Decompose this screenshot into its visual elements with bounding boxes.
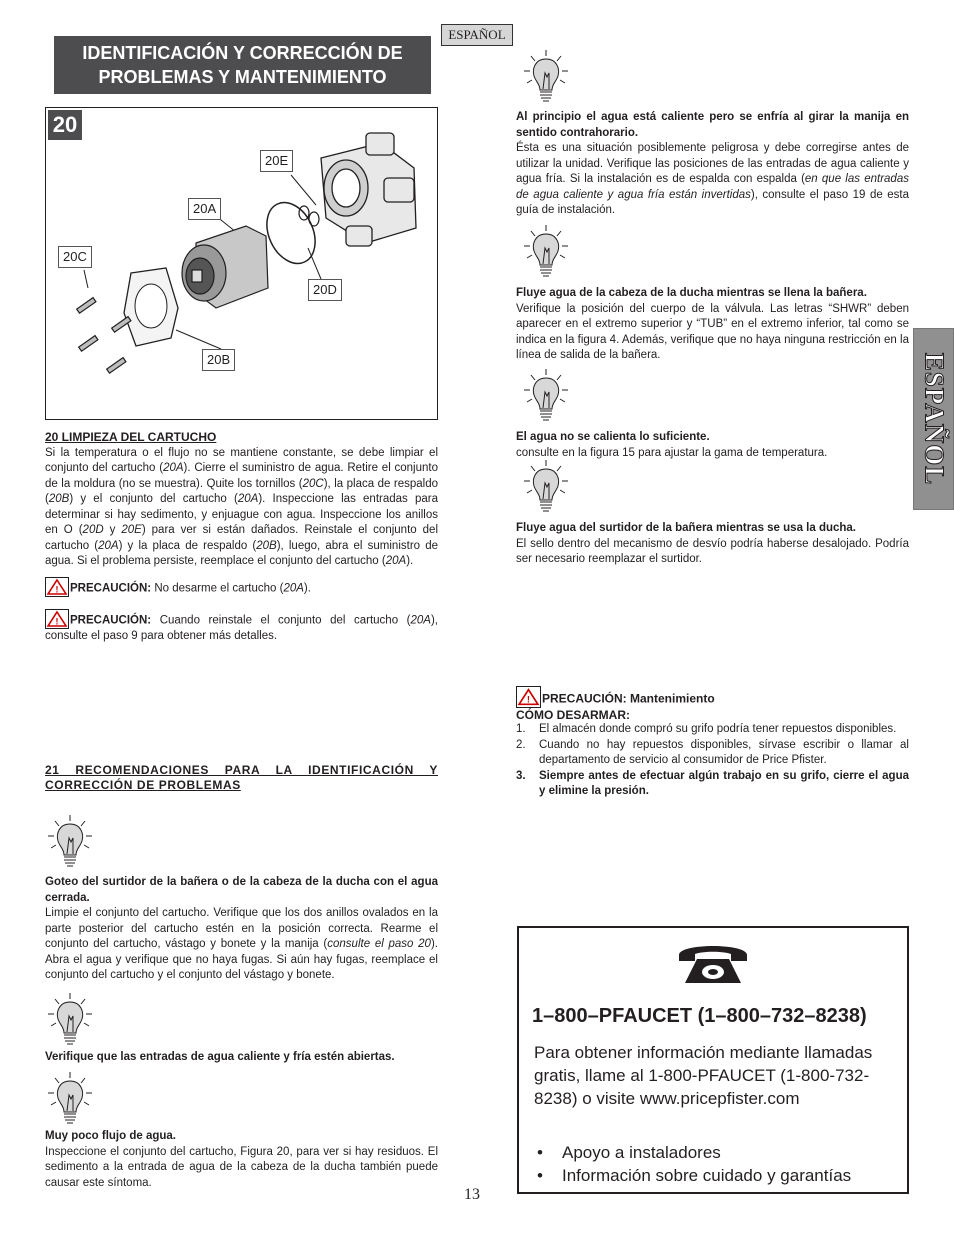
svg-text:!: ! [55,616,59,627]
section-title-line1: IDENTIFICACIÓN Y CORRECCIÓN DE [82,43,403,63]
step-21-heading: 21 RECOMENDACIONES PARA LA IDENTIFICACIÓN Y CORRECCIÓN DE PROBLEMAS [45,763,438,792]
contact-box [517,926,909,1194]
step-21-tip-1: Goteo del surtidor de la bañera o de la cabeza de la ducha con el agua cerrada. Limpie el conjunto del cartucho. Verifique que los dos anillos ovalados en la parte posterior del cartucho estén en la posición correcta. Rearme el conjunto del cartucho, vástago y bonete y la manija (consulte el paso 20). Abra el agua y verifique que no haya fugas. Si aún hay fugas, reemplace el conjunto del cartucho y el conjunto del vástago y bonete. [45,812,438,984]
lightbulb-icon [521,457,571,517]
step-21-tip-3: Muy poco flujo de agua. Inspeccione el conjunto del cartucho, Figura 20, para ver si hay residuos. El sedimento a la entrada de agua de la cabeza de la ducha también puede causar este síntoma. [45,1069,438,1191]
list-item: • Información sobre cuidado y garantías [537,1164,851,1187]
caution-1: ! PRECAUCIÓN: No desarme el cartucho (20A). [45,577,438,597]
lightbulb-icon [45,990,95,1050]
callout-20C: 20C [58,246,92,268]
svg-text:!: ! [55,584,59,595]
right-tip-3: El agua no se calienta lo suficiente. consulte en la figura 15 para ajustar la gama de temperatura. [516,366,909,461]
callout-20B: 20B [202,349,235,371]
step-20-body: Si la temperatura o el flujo no se mantiene constante, se debe limpiar el conjunto del cartucho (20A). Cierre el suministro de agua. Retire el conjunto de la moldura (no se muestra). Quite los tornillos (20C), la placa de respaldo (20B) y el conjunto del cartucho (20A). Inspeccione las entradas para determinar si hay sedimento, y enjuague con agua. Inspeccione los anillos en O (20D y 20E) para ver si están dañados. Reinstale el conjunto del cartucho (20A) y la placa de respaldo (20B), luego, abra el suministro de agua. Si el problema persiste, reemplace el conjunto del cartucho (20A). [45,446,439,567]
section-title-line2: PROBLEMAS Y MANTENIMIENTO [98,67,387,87]
step-21-tip-2: Verifique que las entradas de agua caliente y fría estén abiertas. [45,990,438,1066]
callout-20E: 20E [260,150,293,172]
page-number: 13 [464,1186,480,1203]
maintenance-caution-title: PRECAUCIÓN: Mantenimiento [542,691,715,706]
callout-20A: 20A [188,198,221,220]
language-tag: ESPAÑOL [441,24,513,46]
language-side-tab: ESPAÑOL [913,328,954,510]
callout-20D: 20D [308,279,342,301]
maintenance-subtitle: CÓMO DESARMAR: [516,708,630,722]
contact-text: Para obtener información mediante llamadas gratis, llame al 1-800-PFAUCET (1-800-732-8238) o visite www.pricepfister.com [534,1043,873,1108]
figure-20 [45,107,438,420]
cartridge-exploded-diagram [46,108,437,419]
list-item: 2. Cuando no hay repuestos disponibles, sírvase escribir o llamar al departamento de servicio al consumidor de Price Pfister. [516,738,909,766]
lightbulb-icon [45,812,95,872]
step-20-heading: 20 LIMPIEZA DEL CARTUCHO [45,430,217,444]
caution-2: ! PRECAUCIÓN: Cuando reinstale el conjunto del cartucho (20A), consulte el paso 9 para obtener más detalles. [45,609,438,645]
phone-number: 1–800–PFAUCET (1–800–732–8238) [532,1005,867,1027]
warning-icon [516,686,541,708]
svg-text:!: ! [526,693,531,705]
contact-bullets [537,1141,851,1187]
lightbulb-icon [45,1069,95,1129]
warning-icon [45,577,69,597]
lightbulb-icon [521,222,571,282]
right-tip-2: Fluye agua de la cabeza de la ducha mientras se llena la bañera. Verifique la posición del cuerpo de la válvula. Las letras “SHWR” deben aparecer en el extremo superior y “TUB” en el extremo inferior, tal como se indica en la figura 4. Además, verifique que no haya ninguna restricción en la línea de salida de la bañera. [516,222,909,364]
list-item: 3. Siempre antes de efectuar algún trabajo en su grifo, cierre el agua y elimine la presión. [516,769,909,797]
list-item: 1. El almacén donde compró su grifo podría tener repuestos disponibles. [516,723,897,735]
step-20-text [45,430,438,570]
maintenance-list [516,722,909,800]
right-tip-4: Fluye agua del surtidor de la bañera mientras se usa la ducha. El sello dentro del mecanismo de desvío podría haberse desalojado. Podría ser necesario reemplazar el surtidor. [516,457,909,568]
lightbulb-icon [521,47,571,107]
section-title [54,36,431,94]
telephone-icon [673,939,753,987]
maintenance-section [516,686,909,800]
figure-number: 20 [48,110,82,140]
lightbulb-icon [521,366,571,426]
warning-icon [45,609,69,629]
list-item: • Apoyo a instaladores [537,1141,851,1164]
right-tip-1: Al principio el agua está caliente pero se enfría al girar la manija en sentido contrahorario. Ésta es una situación posiblemente peligrosa y debe corregirse antes de utilizar la unidad. Verifique las posiciones de las entradas de agua caliente y agua fría. Si la instalación es de espalda con espalda (en que las entradas de agua caliente y agua fría están invertidas), consulte el paso 19 de esta guía de instalación. [516,47,909,219]
